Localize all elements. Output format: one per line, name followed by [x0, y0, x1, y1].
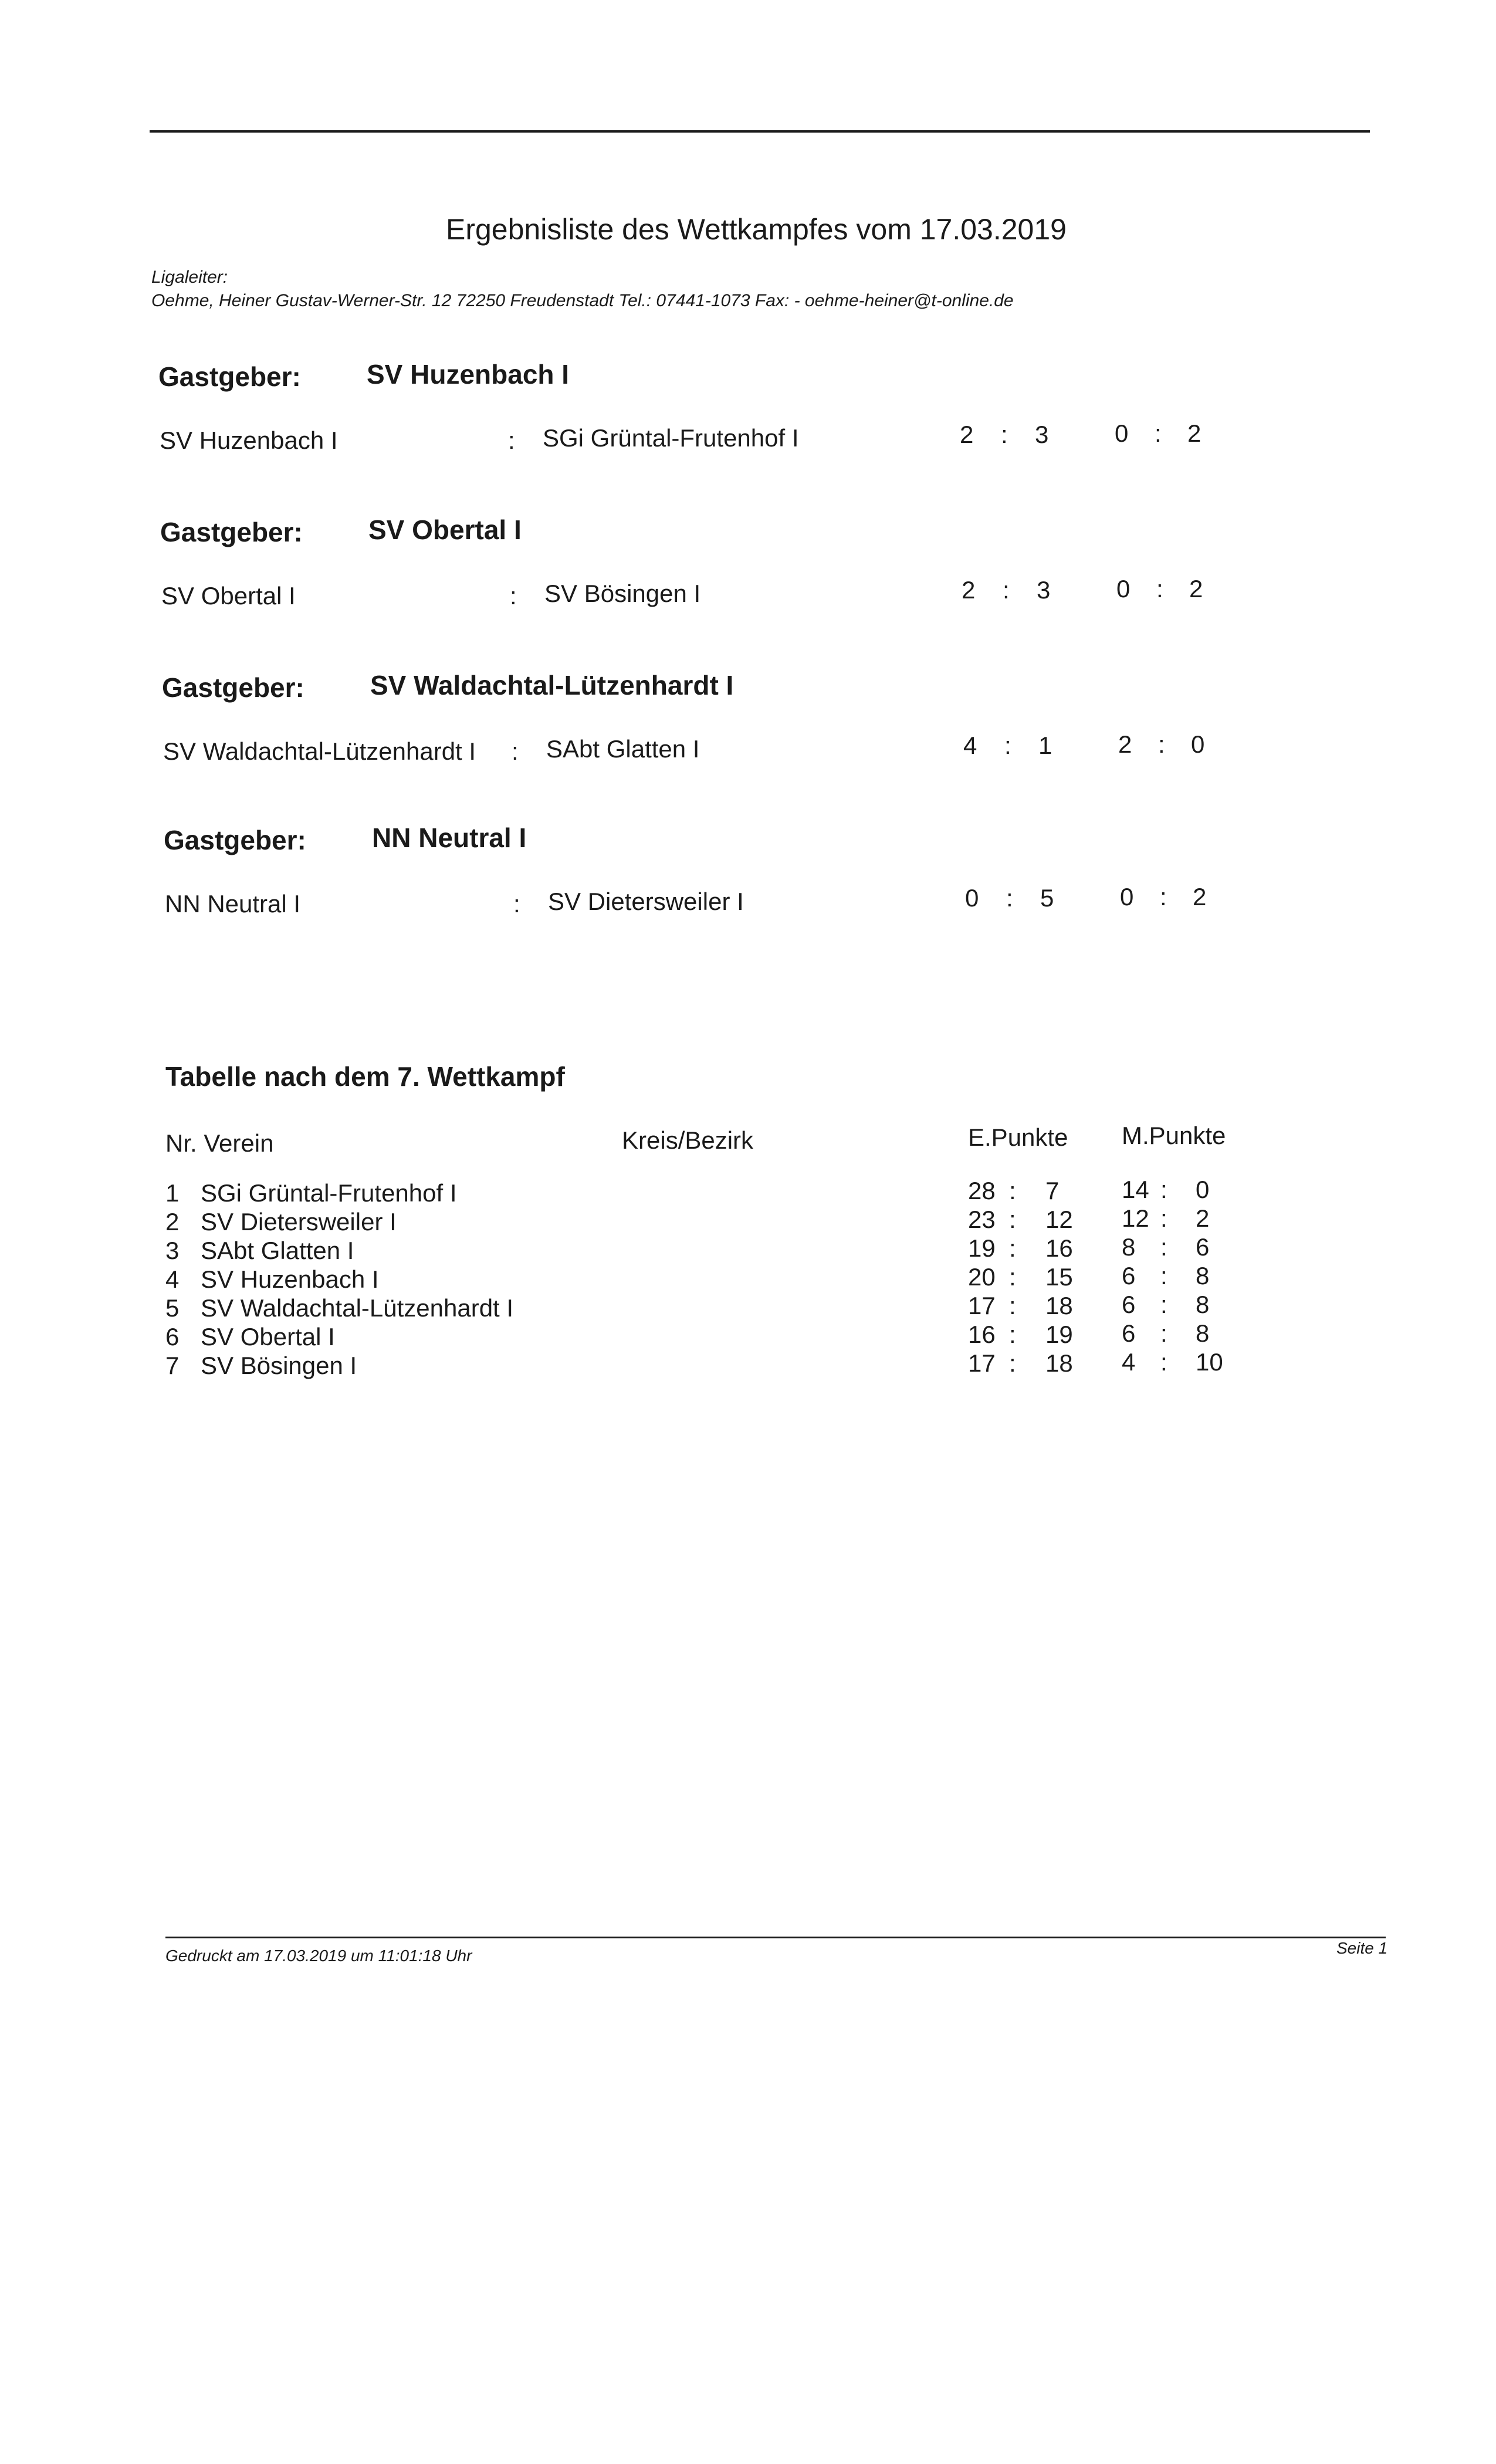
m-punkte-against: 10: [1196, 1348, 1223, 1376]
einzel-home-score: 4: [963, 732, 977, 759]
e-punkte-for: 20: [968, 1263, 996, 1291]
rank: 5: [165, 1294, 180, 1322]
e-punkte-against: 19: [1045, 1321, 1073, 1348]
club-name: SV Waldachtal-Lützenhardt I: [201, 1294, 514, 1322]
e-punkte-for: 16: [968, 1321, 996, 1348]
footer-rule: [165, 1937, 1386, 1938]
m-punkte-for: 6: [1122, 1262, 1136, 1289]
mannschaft-away-score: 2: [1193, 883, 1207, 911]
page-number: Seite 1: [1336, 1939, 1388, 1957]
mannschaft-colon: :: [1158, 730, 1165, 758]
e-punkte-colon: :: [1009, 1349, 1016, 1377]
e-punkte-colon: :: [1009, 1234, 1016, 1262]
column-e-punkte: E.Punkte: [968, 1123, 1068, 1151]
host-name: SV Obertal I: [368, 515, 522, 545]
rank: 3: [165, 1237, 180, 1264]
e-punkte-colon: :: [1009, 1292, 1016, 1319]
e-punkte-against: 15: [1045, 1263, 1073, 1291]
e-punkte-colon: :: [1009, 1206, 1016, 1233]
host-name: SV Waldachtal-Lützenhardt I: [370, 670, 734, 700]
column-kreis-bezirk: Kreis/Bezirk: [622, 1126, 754, 1154]
m-punkte-for: 8: [1122, 1233, 1136, 1261]
page-title: Ergebnisliste des Wettkampfes vom 17.03.2019: [446, 213, 1067, 246]
mannschaft-home-score: 0: [1120, 883, 1134, 911]
header-rule: [150, 130, 1370, 133]
host-name: NN Neutral I: [372, 823, 527, 853]
e-punkte-for: 17: [968, 1292, 996, 1319]
home-team: NN Neutral I: [165, 890, 301, 918]
column-nr-verein: Nr. Verein: [165, 1129, 274, 1157]
m-punkte-for: 6: [1122, 1291, 1136, 1318]
m-punkte-for: 4: [1122, 1348, 1136, 1376]
e-punkte-for: 28: [968, 1177, 996, 1204]
column-m-punkte: M.Punkte: [1122, 1122, 1226, 1149]
mannschaft-home-score: 0: [1116, 575, 1131, 603]
e-punkte-colon: :: [1009, 1263, 1016, 1291]
m-punkte-colon: :: [1160, 1176, 1167, 1203]
e-punkte-against: 12: [1045, 1206, 1073, 1233]
m-punkte-against: 2: [1196, 1204, 1210, 1232]
einzel-colon: :: [1006, 884, 1013, 912]
e-punkte-colon: :: [1009, 1321, 1016, 1348]
host-label: Gastgeber:: [162, 672, 304, 703]
mannschaft-colon: :: [1155, 419, 1162, 447]
einzel-colon: :: [1001, 421, 1008, 448]
einzel-home-score: 2: [962, 576, 976, 604]
table-heading: Tabelle nach dem 7. Wettkampf: [165, 1061, 565, 1092]
host-label: Gastgeber:: [158, 361, 301, 392]
away-team: SV Bösingen I: [544, 580, 701, 607]
rank: 2: [165, 1208, 180, 1236]
einzel-away-score: 3: [1037, 576, 1051, 604]
match-separator: :: [513, 890, 520, 918]
einzel-away-score: 1: [1038, 732, 1052, 759]
ligaleiter-label: Ligaleiter:: [151, 268, 228, 287]
e-punkte-against: 7: [1045, 1177, 1060, 1204]
club-name: SV Bösingen I: [201, 1352, 357, 1379]
einzel-home-score: 2: [960, 421, 974, 448]
m-punkte-against: 8: [1196, 1319, 1210, 1347]
e-punkte-for: 17: [968, 1349, 996, 1377]
mannschaft-away-score: 0: [1191, 730, 1205, 758]
m-punkte-against: 0: [1196, 1176, 1210, 1203]
m-punkte-colon: :: [1160, 1233, 1167, 1261]
e-punkte-for: 23: [968, 1206, 996, 1233]
match-separator: :: [508, 427, 515, 454]
mannschaft-colon: :: [1156, 575, 1163, 603]
m-punkte-for: 12: [1122, 1204, 1149, 1232]
match-separator: :: [510, 582, 517, 610]
club-name: SV Obertal I: [201, 1323, 335, 1351]
einzel-away-score: 5: [1040, 884, 1054, 912]
host-name: SV Huzenbach I: [367, 359, 570, 390]
ligaleiter-contact: Oehme, Heiner Gustav-Werner-Str. 12 72250 Freudenstadt Tel.: 07441-1073 Fax: - oehme-heiner@t-online.de: [151, 291, 1014, 310]
mannschaft-away-score: 2: [1187, 419, 1201, 447]
club-name: SV Dietersweiler I: [201, 1208, 397, 1236]
home-team: SV Waldachtal-Lützenhardt I: [163, 737, 476, 765]
m-punkte-colon: :: [1160, 1204, 1167, 1232]
einzel-colon: :: [1003, 576, 1010, 604]
away-team: SV Dietersweiler I: [548, 888, 744, 915]
m-punkte-colon: :: [1160, 1262, 1167, 1289]
m-punkte-for: 6: [1122, 1319, 1136, 1347]
mannschaft-away-score: 2: [1189, 575, 1203, 603]
club-name: SV Huzenbach I: [201, 1265, 379, 1293]
mannschaft-home-score: 0: [1115, 419, 1129, 447]
einzel-away-score: 3: [1035, 421, 1049, 448]
rank: 6: [165, 1323, 180, 1351]
mannschaft-home-score: 2: [1118, 730, 1132, 758]
host-label: Gastgeber:: [164, 825, 306, 855]
rank: 1: [165, 1179, 180, 1207]
host-label: Gastgeber:: [160, 517, 303, 547]
rank: 7: [165, 1352, 180, 1379]
e-punkte-against: 18: [1045, 1292, 1073, 1319]
e-punkte-against: 18: [1045, 1349, 1073, 1377]
m-punkte-colon: :: [1160, 1348, 1167, 1376]
home-team: SV Obertal I: [161, 582, 296, 610]
match-separator: :: [512, 737, 519, 765]
m-punkte-for: 14: [1122, 1176, 1149, 1203]
home-team: SV Huzenbach I: [160, 427, 338, 454]
printed-timestamp: Gedruckt am 17.03.2019 um 11:01:18 Uhr: [165, 1947, 472, 1965]
mannschaft-colon: :: [1160, 883, 1167, 911]
m-punkte-against: 8: [1196, 1262, 1210, 1289]
rank: 4: [165, 1265, 180, 1293]
e-punkte-for: 19: [968, 1234, 996, 1262]
m-punkte-colon: :: [1160, 1291, 1167, 1318]
e-punkte-colon: :: [1009, 1177, 1016, 1204]
away-team: SAbt Glatten I: [546, 735, 700, 763]
club-name: SAbt Glatten I: [201, 1237, 354, 1264]
einzel-colon: :: [1004, 732, 1011, 759]
club-name: SGi Grüntal-Frutenhof I: [201, 1179, 457, 1207]
m-punkte-against: 6: [1196, 1233, 1210, 1261]
away-team: SGi Grüntal-Frutenhof I: [543, 424, 799, 452]
m-punkte-colon: :: [1160, 1319, 1167, 1347]
einzel-home-score: 0: [965, 884, 979, 912]
e-punkte-against: 16: [1045, 1234, 1073, 1262]
m-punkte-against: 8: [1196, 1291, 1210, 1318]
